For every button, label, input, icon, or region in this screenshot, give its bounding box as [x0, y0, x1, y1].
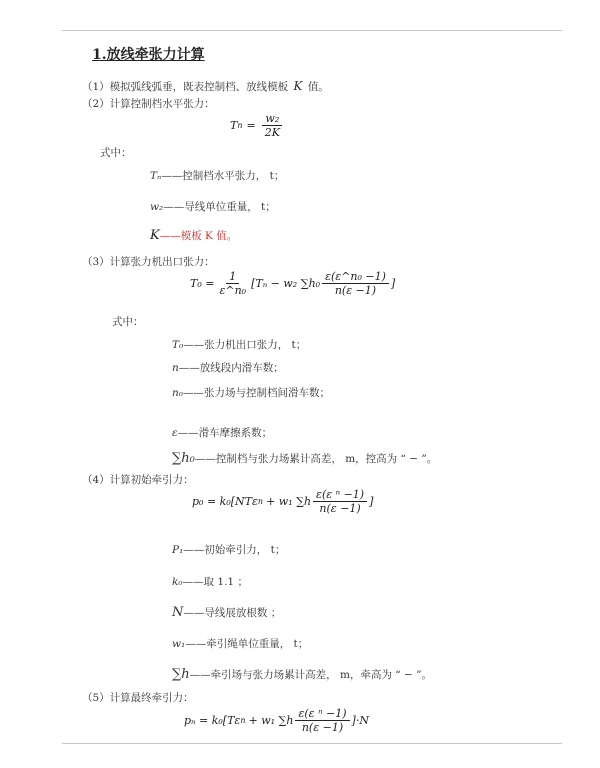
def-n0 [172, 385, 330, 400]
def-w1-symbol: w₁ [172, 638, 186, 650]
def-sum-h0 [172, 451, 437, 466]
formula-control-tension: T n = $\frac{\text{w₂}}{2K}$ [230, 112, 285, 139]
formula-2-frac-num: ε(ε^n₀ −1) [322, 270, 389, 284]
def-n-count-text: ——导线展放根数 ； [183, 607, 282, 619]
def-sum-h-symbol: ∑h [172, 667, 190, 682]
def-k0 [172, 574, 248, 589]
formula-4-close: ]·N [351, 714, 369, 727]
def-sum-h0-symbol: ∑h₀ [172, 451, 195, 466]
def-w2-text: ——导线单位重量， t； [163, 201, 276, 213]
bottom-rule [62, 743, 562, 744]
formula-1-fraction [262, 112, 283, 139]
def-n-symbol: n [172, 362, 179, 374]
formula-1-lhs: T [230, 119, 238, 132]
def-sum-h [172, 667, 432, 682]
formula-4-frac-num: ε(ε ⁿ −1) [295, 707, 349, 721]
step-5: （5）计算最终牵引力： [82, 692, 194, 704]
formula-4-sup: n [240, 716, 246, 725]
def-t0-symbol: T₀ [172, 339, 184, 351]
formula-4-lhs: pₙ = k₀[Tε [184, 714, 241, 727]
def-epsilon-symbol: ε [172, 427, 178, 439]
def-epsilon [172, 425, 272, 440]
def-w2-symbol: w₂ [150, 201, 164, 213]
formula-2-mid: [Tₙ − w₂ ∑h₀ [251, 277, 321, 290]
def-p1-symbol: P₁ [172, 544, 184, 556]
def-w1 [172, 636, 308, 651]
formula-3-frac-den: n(ε −1) [319, 502, 361, 515]
formula-2-fraction [322, 270, 389, 297]
formula-3-frac-num: ε(ε ⁿ −1) [313, 488, 367, 502]
formula-2-coef [216, 270, 249, 297]
formula-1-numerator: w₂ [262, 112, 282, 126]
formula-tensioner-exit [190, 270, 395, 297]
step-3: （3）计算张力机出口张力： [82, 256, 215, 268]
def-sum-h0-text: ——控制档与张力场累计高差， m，控高为 “ − ”。 [194, 453, 438, 465]
formula-1-lhs-sub: n [237, 121, 243, 130]
section-title: 1.放线牵张力计算 [92, 47, 205, 63]
wherein-1: 式中： [100, 147, 132, 159]
def-k0-text: ——取 1.1 ； [182, 576, 248, 588]
step-2: （2）计算控制档水平张力： [82, 98, 215, 110]
def-sum-h-text: ——牵引场与张力场累计高差， m，牵高为 “ − ”。 [189, 669, 432, 681]
def-p1 [172, 542, 285, 557]
step-1-k-symbol: K [293, 79, 303, 93]
formula-3-close: ] [369, 495, 374, 508]
step-1 [82, 79, 329, 94]
def-k-text: ——模板 K 值。 [159, 230, 238, 242]
formula-final-pull [184, 707, 369, 734]
def-n [172, 360, 284, 375]
top-rule [62, 30, 562, 31]
def-epsilon-text: ——滑车摩擦系数； [177, 427, 273, 439]
def-n-count [172, 605, 281, 620]
formula-2-lhs: T₀ = [190, 277, 215, 290]
formula-2-coef-den: ε^n₀ [219, 284, 247, 297]
def-n-count-symbol: N [172, 605, 184, 620]
formula-3-mid: + w₁ ∑h [266, 495, 312, 508]
def-k-symbol: K [150, 228, 160, 243]
formula-4-mid: + w₁ ∑h [248, 714, 294, 727]
step-1-text: （1）模拟弧线弧垂，既表控制档、放线模板 [82, 81, 289, 93]
def-t0-text: ——张力机出口张力， t； [183, 339, 307, 351]
formula-4-fraction [295, 707, 349, 734]
formula-2-frac-den: n(ε −1) [334, 284, 377, 297]
def-n0-text: ——张力场与控制档间滑车数； [182, 387, 330, 399]
def-tn-symbol: Tₙ [150, 170, 162, 182]
def-n0-symbol: n₀ [172, 387, 183, 399]
def-n-text: ——放线段内滑车数； [178, 362, 284, 374]
def-w2 [150, 199, 276, 214]
formula-initial-pull [192, 488, 373, 515]
formula-1-denominator: 2K [264, 126, 280, 139]
def-p1-text: ——初始牵引力， t； [183, 544, 286, 556]
formula-2-coef-num: 1 [226, 270, 239, 284]
def-tn-text: ——控制档水平张力， t； [161, 170, 285, 182]
def-w1-text: ——牵引绳单位重量， t； [185, 638, 309, 650]
def-k0-symbol: k₀ [172, 576, 183, 588]
step-4: （4）计算初始牵引力： [82, 474, 194, 486]
def-t0 [172, 337, 306, 352]
def-k [150, 228, 237, 243]
formula-3-fraction [313, 488, 367, 515]
wherein-2: 式中： [112, 316, 144, 328]
step-1-end: 值。 [307, 81, 329, 93]
formula-3-lhs: p₀ = k₀[NTε [192, 495, 258, 508]
def-tn [150, 168, 284, 183]
formula-3-sup: n [257, 497, 264, 506]
formula-4-frac-den: n(ε −1) [301, 721, 344, 734]
formula-2-close: ] [390, 277, 396, 290]
